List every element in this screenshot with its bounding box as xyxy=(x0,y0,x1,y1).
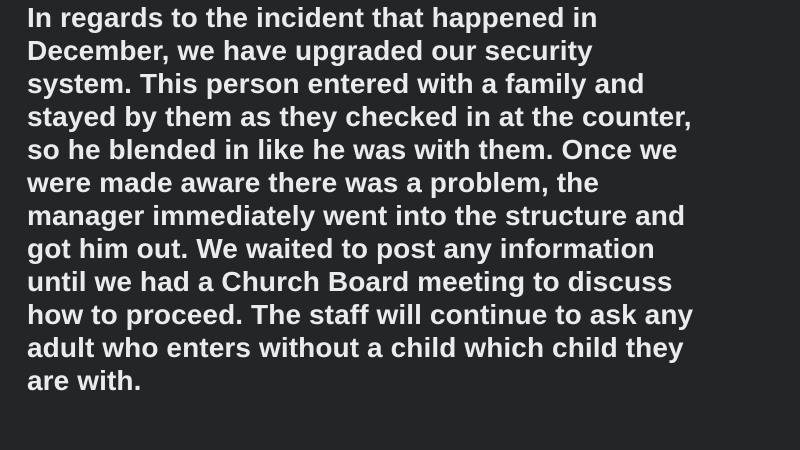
post-text-line: adult who enters without a child which child they xyxy=(27,332,684,363)
post-text-line: are with. xyxy=(27,365,142,396)
post-text-line: December, we have upgraded our security xyxy=(27,35,593,66)
post-text xyxy=(27,1,800,397)
post-text-line: got him out. We waited to post any information xyxy=(27,233,655,264)
post-text-line: were made aware there was a problem, the xyxy=(27,167,600,198)
post-text-line: system. This person entered with a family and xyxy=(27,68,645,99)
post-text-line: stayed by them as they checked in at the counter, xyxy=(27,101,692,132)
post-text-line: In regards to the incident that happened in xyxy=(27,2,598,33)
post-text-line: until we had a Church Board meeting to discuss xyxy=(27,266,673,297)
post-text-line: so he blended in like he was with them. Once we xyxy=(27,134,678,165)
post-text-line: manager immediately went into the structure and xyxy=(27,200,686,231)
post-text-line: how to proceed. The staff will continue to ask any xyxy=(27,299,694,330)
